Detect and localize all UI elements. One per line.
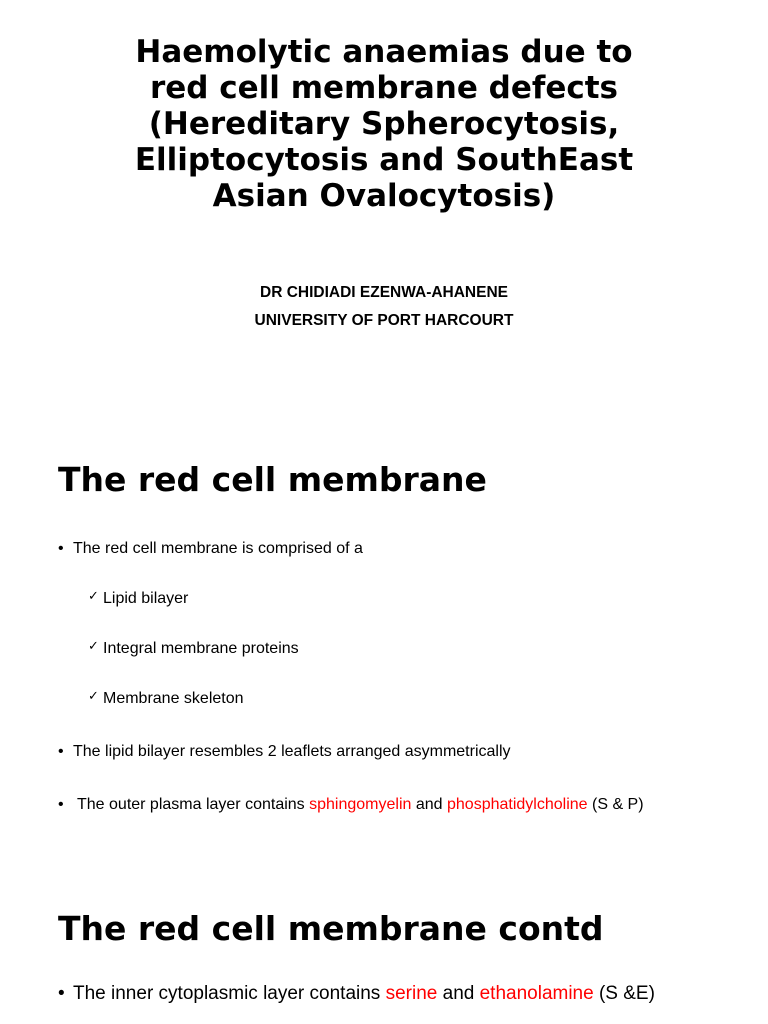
author-name: DR CHIDIADI EZENWA-AHANENE xyxy=(260,284,508,301)
slide-1-heading: The red cell membrane xyxy=(58,460,487,499)
title-line-3: (Hereditary Spherocytosis, xyxy=(148,106,620,142)
highlight-term-sphingomyelin: sphingomyelin xyxy=(309,796,412,813)
highlight-term-serine: serine xyxy=(385,983,438,1004)
title-line-4: Elliptocytosis and SouthEast xyxy=(134,142,634,178)
title-slide-heading xyxy=(60,34,708,214)
text-suffix: (S & P) xyxy=(587,796,644,813)
text-middle: and xyxy=(411,796,447,813)
bullet-text: The red cell membrane is comprised of a xyxy=(73,540,363,557)
text-middle: and xyxy=(437,983,480,1004)
title-line-5: Asian Ovalocytosis) xyxy=(212,178,556,214)
text-suffix: (S &E) xyxy=(593,983,655,1004)
highlight-term-ethanolamine: ethanolamine xyxy=(479,983,594,1004)
author-institution: UNIVERSITY OF PORT HARCOURT xyxy=(254,312,514,329)
bullet-marker: • xyxy=(58,540,64,557)
highlight-term-phosphatidylcholine: phosphatidylcholine xyxy=(447,796,588,813)
text-prefix: The inner cytoplasmic layer contains xyxy=(73,983,386,1004)
bullet-marker: • xyxy=(58,983,65,1004)
check-icon: ✓ xyxy=(88,589,99,604)
checklist-text: Integral membrane proteins xyxy=(103,640,299,657)
bullet-text xyxy=(73,981,655,1007)
slide-2-heading: The red cell membrane contd xyxy=(58,909,604,948)
checklist-text: Membrane skeleton xyxy=(103,690,244,707)
check-icon: ✓ xyxy=(88,639,99,654)
title-line-2: red cell membrane defects xyxy=(149,70,619,106)
check-icon: ✓ xyxy=(88,689,99,704)
bullet-marker: • xyxy=(58,796,64,813)
checklist-text: Lipid bilayer xyxy=(103,590,189,607)
text-prefix: The outer plasma layer contains xyxy=(77,796,310,813)
bullet-text: The lipid bilayer resembles 2 leaflets arranged asymmetrically xyxy=(73,743,511,760)
bullet-text xyxy=(77,794,644,816)
bullet-marker: • xyxy=(58,743,64,760)
title-line-1: Haemolytic anaemias due to xyxy=(135,34,633,70)
